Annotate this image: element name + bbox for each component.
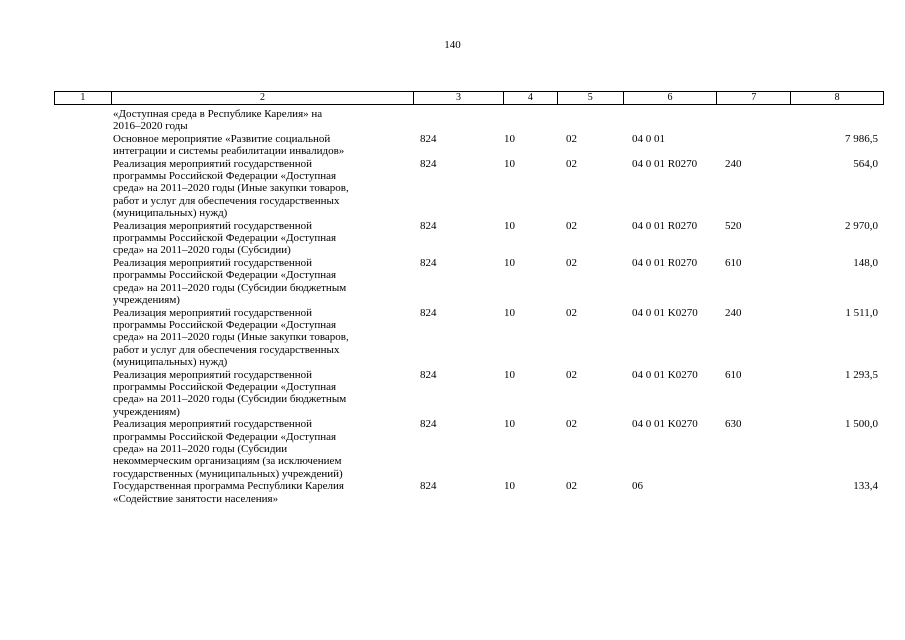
cell-description: Государственная программа Республики Карелия «Содействие занятости населения» xyxy=(113,480,344,505)
header-col-8: 8 xyxy=(834,92,840,103)
cell-col-1 xyxy=(54,369,111,419)
cell-description: Реализация мероприятий государственной программы Российской Федерации «Доступная среда» на 2011–2020 годы (Иные закупки товаров, работ и услуг для обеспечения государственных (муниципальных) нужд) xyxy=(113,306,349,369)
cell-col-1 xyxy=(54,480,111,505)
table-body xyxy=(54,108,884,505)
cell-ministry-code: 824 xyxy=(420,306,437,319)
cell-subsection: 02 xyxy=(566,132,577,145)
cell-expense-type: 630 xyxy=(725,418,742,431)
header-col-5: 5 xyxy=(558,92,624,104)
cell-ministry-code: 824 xyxy=(420,368,437,381)
cell-section: 10 xyxy=(504,480,515,493)
header-col-7: 7 xyxy=(717,92,791,104)
cell-col-1 xyxy=(54,418,111,480)
cell-expense-type xyxy=(718,133,792,158)
cell-col-1 xyxy=(54,220,111,257)
cell-amount: 2 970,0 xyxy=(845,219,878,232)
header-col-6: 6 xyxy=(624,92,718,104)
cell-section: 10 xyxy=(504,418,515,431)
cell-expense-type: 240 xyxy=(725,157,742,170)
cell-col-1 xyxy=(54,108,111,133)
table-row xyxy=(54,418,884,480)
cell-description: Реализация мероприятий государственной программы Российской Федерации «Доступная среда» на 2011–2020 годы (Иные закупки товаров, работ и услуг для обеспечения государственных (муниципальных) нужд) xyxy=(113,157,349,220)
table-header xyxy=(54,91,884,105)
cell-subsection xyxy=(558,108,624,133)
cell-ministry-code xyxy=(414,108,504,133)
cell-description: Реализация мероприятий государственной программы Российской Федерации «Доступная среда» на 2011–2020 годы (Субсидии бюджетным учреждениям) xyxy=(113,256,347,307)
cell-target-article: 04 0 01 K0270 xyxy=(632,368,698,381)
cell-ministry-code: 824 xyxy=(420,157,437,170)
cell-amount: 133,4 xyxy=(853,480,878,493)
cell-target-article: 04 0 01 K0270 xyxy=(632,306,698,319)
cell-subsection: 02 xyxy=(566,418,577,431)
cell-target-article: 04 0 01 R0270 xyxy=(632,157,698,170)
cell-subsection: 02 xyxy=(566,157,577,170)
cell-ministry-code: 824 xyxy=(420,256,437,269)
cell-section: 10 xyxy=(504,368,515,381)
cell-amount: 148,0 xyxy=(853,256,878,269)
cell-description: Реализация мероприятий государственной программы Российской Федерации «Доступная среда» на 2011–2020 годы (Субсидии) xyxy=(113,219,337,257)
header-col-3: 3 xyxy=(414,92,504,104)
cell-amount: 1 511,0 xyxy=(845,306,878,319)
table-row xyxy=(54,220,884,257)
table-row xyxy=(54,369,884,419)
cell-amount: 1 293,5 xyxy=(845,368,878,381)
table-row xyxy=(54,158,884,220)
cell-section: 10 xyxy=(504,132,515,145)
cell-subsection: 02 xyxy=(566,256,577,269)
cell-expense-type xyxy=(718,108,792,133)
header-col-2: 2 xyxy=(112,92,414,104)
cell-target-article: 04 0 01 K0270 xyxy=(632,418,698,431)
cell-ministry-code: 824 xyxy=(420,219,437,232)
cell-amount: 7 986,5 xyxy=(845,132,878,145)
cell-subsection: 02 xyxy=(566,480,577,493)
table-row xyxy=(54,480,884,505)
cell-expense-type: 240 xyxy=(725,306,742,319)
cell-amount: 1 500,0 xyxy=(845,418,878,431)
cell-section: 10 xyxy=(504,157,515,170)
cell-target-article: 04 0 01 xyxy=(632,132,665,145)
page-number: 140 xyxy=(444,39,461,51)
cell-subsection: 02 xyxy=(566,306,577,319)
cell-col-1 xyxy=(54,158,111,220)
cell-section xyxy=(504,108,558,133)
cell-amount: 564,0 xyxy=(853,157,878,170)
table-row xyxy=(54,108,884,133)
cell-section: 10 xyxy=(504,219,515,232)
cell-ministry-code: 824 xyxy=(420,418,437,431)
cell-section: 10 xyxy=(504,256,515,269)
cell-ministry-code: 824 xyxy=(420,480,437,493)
cell-expense-type: 520 xyxy=(725,219,742,232)
cell-expense-type: 610 xyxy=(725,368,742,381)
table-row xyxy=(54,307,884,369)
cell-description: «Доступная среда в Республике Карелия» на 2016–2020 годы xyxy=(113,108,323,133)
cell-amount xyxy=(792,108,884,133)
cell-description: Реализация мероприятий государственной программы Российской Федерации «Доступная среда» на 2011–2020 годы (Субсидии бюджетным учреждениям) xyxy=(113,368,347,418)
cell-col-1 xyxy=(54,257,111,307)
cell-col-1 xyxy=(54,307,111,369)
cell-expense-type: 610 xyxy=(725,256,742,269)
cell-col-1 xyxy=(54,133,111,158)
header-col-4: 4 xyxy=(504,92,558,104)
table-row xyxy=(54,257,884,307)
cell-target-article: 06 xyxy=(632,480,643,493)
table-row xyxy=(54,133,884,158)
cell-ministry-code: 824 xyxy=(420,132,437,145)
cell-description: Реализация мероприятий государственной программы Российской Федерации «Доступная среда» на 2011–2020 годы (Субсидии некоммерческим организациям (за исключением государственных (муниципальных) учреждений) xyxy=(113,418,343,480)
cell-section: 10 xyxy=(504,306,515,319)
cell-target-article xyxy=(624,108,718,133)
header-col-1: 1 xyxy=(55,92,112,104)
cell-target-article: 04 0 01 R0270 xyxy=(632,256,698,269)
cell-target-article: 04 0 01 R0270 xyxy=(632,219,698,232)
cell-subsection: 02 xyxy=(566,219,577,232)
cell-subsection: 02 xyxy=(566,368,577,381)
cell-description: Основное мероприятие «Развитие социальной интеграции и системы реабилитации инвалидов» xyxy=(113,132,345,158)
cell-expense-type xyxy=(718,480,792,505)
